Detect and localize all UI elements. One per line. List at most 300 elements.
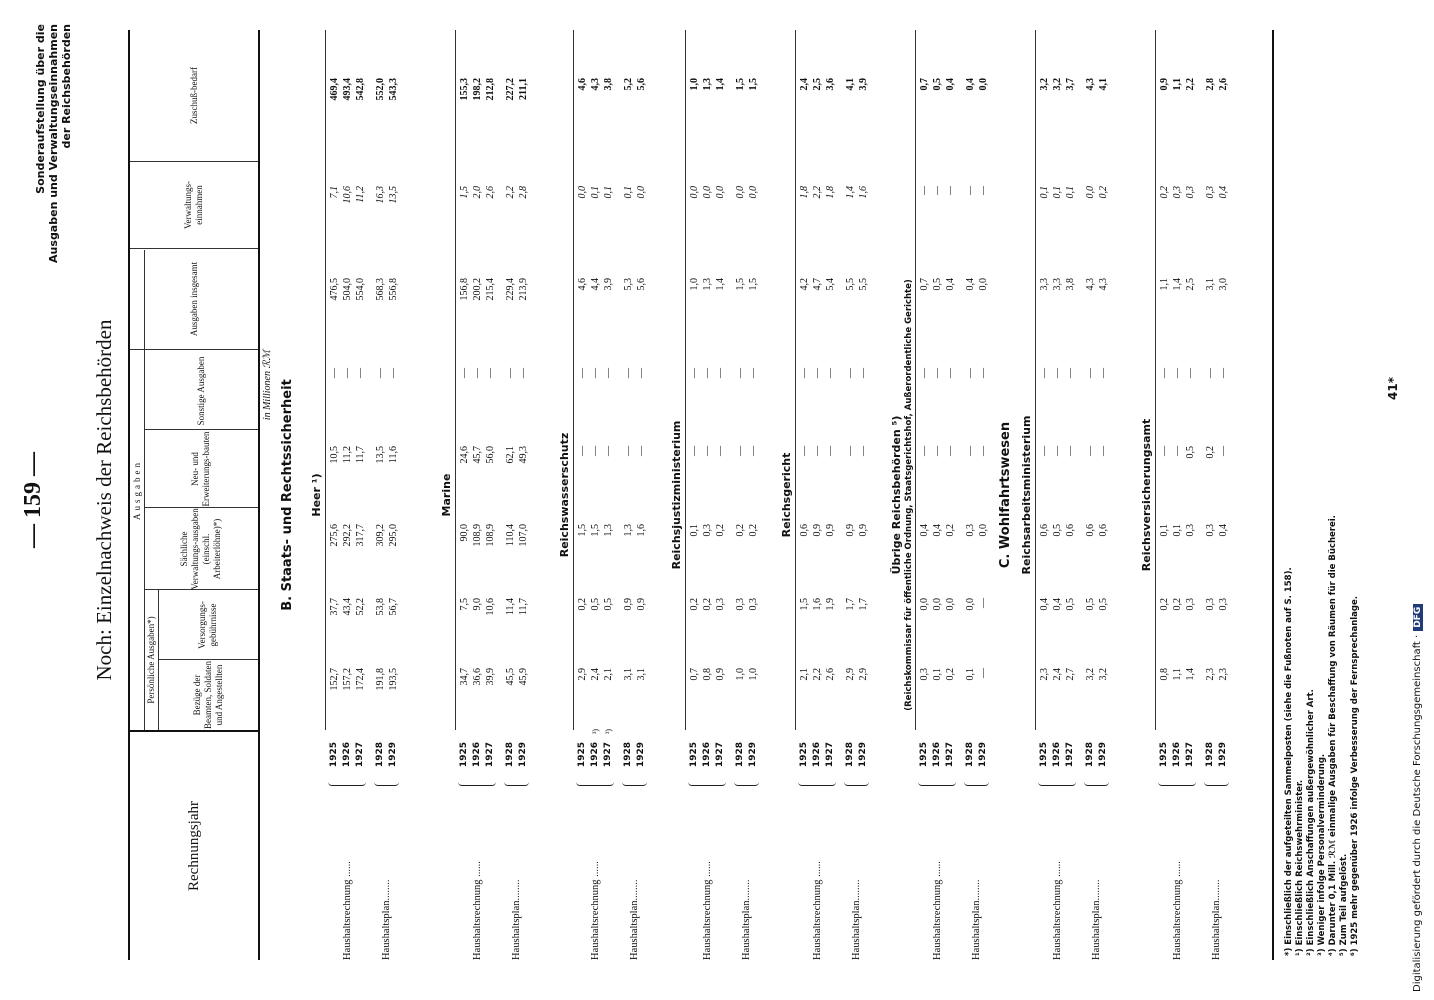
year-cell: 1929 [978,742,988,768]
value-cell: — [1218,446,1229,456]
value-cell: 0,2 [735,524,746,537]
year-cell: 1926 [1172,742,1182,768]
value-cell: 172,4 [355,668,366,691]
header-rechnungsjahr: Rechnungsjahr [185,801,202,891]
label-haushaltsplan: Haushaltsplan........ [851,879,862,960]
authority-title: Reichsarbeitsministerium [1020,415,1033,575]
value-cell: 2,6 [485,186,496,199]
header-sonstige: Sonstige Ausgaben [195,356,206,426]
value-cell: 554,0 [355,278,366,301]
value-cell: — [1052,446,1063,456]
value-cell: — [329,368,340,378]
table-row [918,30,931,960]
footnote-line: ⁴) Darunter 0,1 Mill. ℛℳ einmalige Ausgaben für Beschaffung von Räumen für die Bücherei. [1328,515,1338,956]
year-cell: 1926 [342,742,352,768]
page-title: Noch: Einzelnachweis der Reichsbehörden [92,319,116,681]
authority-title: Übrige Reichsbehörden ⁵) [890,415,903,575]
value-cell: 24,6 [459,446,470,464]
value-cell: 213,9 [518,278,529,301]
value-cell: 37,7 [329,598,340,616]
value-cell: — [932,446,943,456]
value-cell: 0,3 [919,668,930,681]
value-cell: 0,0 [577,186,588,199]
table-row [811,30,824,960]
value-cell: 7,1 [329,186,340,199]
value-cell: 1,3 [702,278,713,291]
value-cell: — [375,368,386,378]
value-cell: 0,0 [945,598,956,611]
table-row [714,30,727,960]
value-cell: — [603,446,614,456]
value-cell: 1,0 [735,668,746,681]
value-cell: — [1065,368,1076,378]
value-cell: 4,2 [799,278,810,291]
value-cell: — [978,598,989,608]
year-cell: 1928 [1085,742,1095,768]
value-cell: 3,8 [1065,278,1076,291]
value-cell: 0,3 [748,598,759,611]
value-cell: — [1218,368,1229,378]
value-cell: 1,6 [636,524,647,537]
value-cell: 3,1 [636,668,647,681]
unit-label: in Millionen ℛℳ [262,349,273,421]
value-cell: 0,4 [932,524,943,537]
value-cell: — [945,186,956,195]
header-ausgaben: Ausgaben [131,460,142,520]
value-cell: 229,4 [505,278,516,301]
value-cell: — [702,446,713,456]
value-cell: — [799,368,810,378]
value-cell: 3,6 [825,78,836,91]
value-cell: 0,2 [1172,598,1183,611]
value-cell: 1,5 [748,278,759,291]
value-cell: 10,6 [342,186,353,204]
value-cell: 152,7 [329,668,340,691]
value-cell: — [702,368,713,378]
value-cell: 7,5 [459,598,470,611]
value-cell: 2,4 [799,78,810,91]
value-cell: 3,9 [603,278,614,291]
label-haushaltsrechnung: Haushaltsrechnung ...... [1172,861,1183,960]
value-cell: 200,2 [472,278,483,301]
value-cell: — [932,368,943,378]
table-row [1217,30,1230,960]
table-row [517,30,530,960]
value-cell: 108,9 [472,524,483,547]
value-cell: 0,5 [1185,446,1196,459]
value-cell: 0,0 [978,278,989,291]
value-cell: 0,9 [825,524,836,537]
value-cell: 0,3 [1205,524,1216,537]
value-cell: 2,4 [590,668,601,681]
year-cell: 1927 [355,742,365,768]
year-cell: 1928 [1205,742,1215,768]
value-cell: — [945,368,956,378]
value-cell: 0,6 [1065,524,1076,537]
value-cell: 2,5 [812,78,823,91]
table-row [328,30,341,960]
value-cell: 2,2 [505,186,516,199]
value-cell: 5,6 [636,278,647,291]
table-row [602,30,615,960]
value-cell: 0,6 [799,524,810,537]
value-cell: 3,3 [1039,278,1050,291]
value-cell: 4,3 [1085,278,1096,291]
row-rule [915,30,916,730]
value-cell: — [623,368,634,378]
value-cell: 0,0 [978,524,989,537]
value-cell: — [1159,446,1170,456]
value-cell: 0,1 [1172,524,1183,537]
value-cell: 62,1 [505,446,516,464]
value-cell: 5,6 [636,78,647,91]
year-cell: 1925 [329,742,339,768]
value-cell: 0,1 [603,186,614,199]
table-row [977,30,990,960]
value-cell: 3,2 [1039,78,1050,91]
authority-title: Reichsjustizministerium [670,420,683,570]
value-cell: — [623,446,634,456]
value-cell: 292,2 [342,524,353,547]
table-row [458,30,471,960]
value-cell: — [919,446,930,456]
value-cell: 0,0 [978,78,989,91]
table-row [1184,30,1197,960]
footnote-line: ⁶) 1925 mehr gegenüber 1926 infolge Verbesserung der Fernsprechanlage. [1350,596,1360,956]
value-cell: 0,3 [965,524,976,537]
table-row [387,30,400,960]
value-cell: 0,3 [702,524,713,537]
value-cell: 1,5 [735,78,746,91]
value-cell: — [825,446,836,456]
row-rule [573,30,574,730]
value-cell: 2,9 [845,668,856,681]
value-cell: 5,5 [858,278,869,291]
value-cell: 542,8 [355,78,366,101]
header-verwaltungseinnahmen: Verwaltungs-einnahmen [183,181,204,229]
value-cell: 0,5 [603,598,614,611]
label-haushaltsplan: Haushaltsplan........ [971,879,982,960]
value-cell: — [812,446,823,456]
value-cell: — [1172,368,1183,378]
year-cell: 1926 [1052,742,1062,768]
value-cell: 56,7 [388,598,399,616]
value-cell: 0,3 [1205,598,1216,611]
value-cell: — [1159,368,1170,378]
value-cell: 0,6 [1039,524,1050,537]
footnote-line: ¹) Einschließlich Reichswehrminister. [1295,779,1305,956]
page-number-header: — 159 — [20,452,46,548]
value-cell: 4,1 [1098,78,1109,91]
value-cell: — [1052,368,1063,378]
value-cell: — [1172,446,1183,456]
label-haushaltsrechnung: Haushaltsrechnung ...... [932,861,943,960]
value-cell: 0,1 [623,186,634,199]
value-cell: 0,5 [1065,598,1076,611]
value-cell: 2,0 [472,186,483,199]
value-cell: — [1085,446,1096,456]
value-cell: 2,3 [1039,668,1050,681]
value-cell: 3,0 [1218,278,1229,291]
value-cell: 4,3 [590,78,601,91]
value-cell: 36,6 [472,668,483,686]
footnote-marker: ³) [591,728,600,734]
value-cell: 0,4 [945,78,956,91]
row-rule [685,30,686,730]
value-cell: 1,3 [623,524,634,537]
value-cell: — [858,368,869,378]
value-cell: 0,5 [932,278,943,291]
year-cell: 1928 [965,742,975,768]
value-cell: 1,7 [845,598,856,611]
value-cell: 1,5 [748,78,759,91]
label-haushaltsplan: Haushaltsplan........ [629,879,640,960]
table-row [484,30,497,960]
value-cell: 0,9 [858,524,869,537]
value-cell: 0,2 [1159,598,1170,611]
value-cell: 1,5 [459,186,470,199]
label-haushaltsrechnung: Haushaltsrechnung ...... [342,861,353,960]
year-cell: 1925 [459,742,469,768]
value-cell: 0,1 [1052,186,1063,199]
value-cell: 11,6 [388,446,399,464]
footnote-line: ⁵) Zum Teil aufgelöst. [1339,853,1349,956]
authority-title: Reichsgericht [780,452,793,538]
value-cell: 1,5 [590,524,601,537]
value-cell: — [978,668,989,678]
value-cell: 193,5 [388,668,399,691]
value-cell: 309,2 [375,524,386,547]
value-cell: — [919,368,930,378]
value-cell: 0,9 [812,524,823,537]
value-cell: — [689,368,700,378]
label-haushaltsrechnung: Haushaltsrechnung ...... [702,861,713,960]
value-cell: — [932,186,943,195]
value-cell: 45,7 [472,446,483,464]
year-cell: 1927 [945,742,955,768]
table-row [857,30,870,960]
table-row [688,30,701,960]
value-cell: — [1039,368,1050,378]
table-row [701,30,714,960]
value-cell: 10,6 [485,598,496,616]
value-cell: 552,0 [375,78,386,101]
value-cell: 1,6 [858,186,869,199]
value-cell: 0,7 [689,668,700,681]
value-cell: 0,2 [1159,186,1170,199]
table-row [1051,30,1064,960]
authority-title: Reichswasserschutz [558,432,571,558]
value-cell: 556,8 [388,278,399,301]
table-row [635,30,648,960]
value-cell: 0,3 [1205,186,1216,199]
value-cell: 4,3 [1098,278,1109,291]
value-cell: 0,6 [1085,524,1096,537]
sonder-line-2: Ausgaben und Verwaltungseinnahmen [47,24,60,263]
authority-title: Marine [440,473,453,517]
value-cell: 0,0 [636,186,647,199]
header-versorgung: Versorgungs-gebührnisse [197,601,218,649]
dfg-logo: DFG [1413,604,1423,631]
footnote-marker: ³) [604,728,613,734]
footnote-line: ²) Einschließlich Anschaffungen außergewöhnlicher Art. [1306,689,1316,956]
value-cell: — [965,368,976,378]
value-cell: 227,2 [505,78,516,101]
value-cell: 504,0 [342,278,353,301]
value-cell: 3,3 [1052,278,1063,291]
year-cell: 1926 [932,742,942,768]
value-cell: 0,2 [945,524,956,537]
year-cell: 1925 [799,742,809,768]
value-cell: 2,8 [1205,78,1216,91]
value-cell: 2,2 [1185,78,1196,91]
year-cell: 1925 [577,742,587,768]
value-cell: 0,4 [919,524,930,537]
value-cell: 2,4 [1052,668,1063,681]
value-cell: 11,2 [355,186,366,203]
label-haushaltsplan: Haushaltsplan........ [1091,879,1102,960]
section-heading-B: B. Staats- und Rechtssicherheit [280,379,295,611]
authority-subtitle: (Reichskommissar für öffentliche Ordnung, Staatsgerichtshof, Außerordentliche Gerichte) [904,279,914,711]
value-cell: 1,0 [689,278,700,291]
year-cell: 1927 [603,742,613,768]
value-cell: 0,1 [932,668,943,681]
value-cell: 3,2 [1052,78,1063,91]
value-cell: — [590,446,601,456]
value-cell: — [825,368,836,378]
value-cell: — [636,368,647,378]
value-cell: 0,9 [845,524,856,537]
value-cell: 0,3 [1185,598,1196,611]
value-cell: 215,4 [485,278,496,301]
value-cell: 295,0 [388,524,399,547]
label-haushaltsplan: Haushaltsplan........ [511,879,522,960]
header-persoenliche: Persönliche Ausgaben*) [145,616,156,704]
header-bezuege: Bezüge der Beamten, Soldaten und Angestellten [191,661,224,729]
value-cell: 2,3 [1218,668,1229,681]
value-cell: 1,1 [1172,668,1183,681]
value-cell: 45,5 [505,668,516,686]
value-cell: 0,0 [965,598,976,611]
value-cell: 9,0 [472,598,483,611]
table-row [622,30,635,960]
table-row [944,30,957,960]
value-cell: 0,0 [735,186,746,199]
value-cell: 156,8 [459,278,470,301]
value-cell: 0,8 [1159,668,1170,681]
value-cell: — [1185,368,1196,378]
table-header [130,30,260,960]
value-cell: 0,0 [919,598,930,611]
value-cell: 2,7 [1065,668,1076,681]
authority-title: Reichsversicherungsamt [1140,418,1153,572]
value-cell: 0,5 [1098,598,1109,611]
value-cell: 3,1 [1205,278,1216,291]
value-cell: 0,4 [1052,598,1063,611]
special-listing-note [34,24,73,324]
value-cell: 3,1 [623,668,634,681]
row-rule [325,30,326,730]
value-cell: 4,1 [845,78,856,91]
value-cell: 0,5 [590,598,601,611]
label-haushaltsplan: Haushaltsplan........ [1211,879,1222,960]
value-cell: 90,0 [459,524,470,542]
value-cell: 317,7 [355,524,366,547]
value-cell: 0,8 [702,668,713,681]
value-cell: 1,1 [1172,78,1183,91]
year-cell: 1928 [375,742,385,768]
value-cell: 4,4 [590,278,601,291]
value-cell: 53,8 [375,598,386,616]
value-cell: 1,5 [799,598,810,611]
value-cell: 0,9 [623,598,634,611]
value-cell: — [978,368,989,378]
value-cell: — [799,446,810,456]
value-cell: 0,2 [702,598,713,611]
header-saechliche: Sächliche Verwaltungs-ausgaben (einschl. Arbeiterlöhne)*) [179,508,222,590]
value-cell: — [603,368,614,378]
year-cell: 1925 [919,742,929,768]
value-cell: 0,0 [689,186,700,199]
header-neubauten: Neu- und Erweiterungs-bauten [190,431,211,507]
value-cell: 13,5 [388,186,399,204]
value-cell: 0,3 [735,598,746,611]
value-cell: — [919,186,930,195]
table-row [1084,30,1097,960]
value-cell: 39,9 [485,668,496,686]
value-cell: 0,1 [1039,186,1050,199]
value-cell: — [845,446,856,456]
value-cell: 0,2 [715,524,726,537]
value-cell: 3,2 [1085,668,1096,681]
value-cell: 52,2 [355,598,366,616]
year-cell: 1929 [858,742,868,768]
value-cell: 2,2 [812,186,823,199]
table-row [931,30,944,960]
value-cell: — [485,368,496,378]
value-cell: — [1039,446,1050,456]
value-cell: 2,6 [825,668,836,681]
value-cell: 2,1 [603,668,614,681]
value-cell: 3,8 [603,78,614,91]
table-row [576,30,589,960]
table-row [1064,30,1077,960]
value-cell: 2,3 [1205,668,1216,681]
table-row [374,30,387,960]
value-cell: 212,8 [485,78,496,101]
value-cell: 1,4 [715,278,726,291]
value-cell: 568,3 [375,278,386,301]
value-cell: 5,4 [825,278,836,291]
value-cell: 0,2 [748,524,759,537]
year-cell: 1925 [1159,742,1169,768]
value-cell: 10,5 [329,446,340,464]
value-cell: 0,4 [1218,186,1229,199]
value-cell: 1,6 [812,598,823,611]
value-cell: 1,0 [689,78,700,91]
value-cell: 0,0 [715,186,726,199]
value-cell: 1,4 [1172,278,1183,291]
value-cell: 3,7 [1065,78,1076,91]
value-cell: 5,2 [623,78,634,91]
value-cell: 1,5 [735,278,746,291]
table-row [1171,30,1184,960]
value-cell: — [748,446,759,456]
year-cell: 1926 [472,742,482,768]
value-cell: — [1205,368,1216,378]
value-cell: 0,0 [702,186,713,199]
footnotes [1284,56,1361,956]
